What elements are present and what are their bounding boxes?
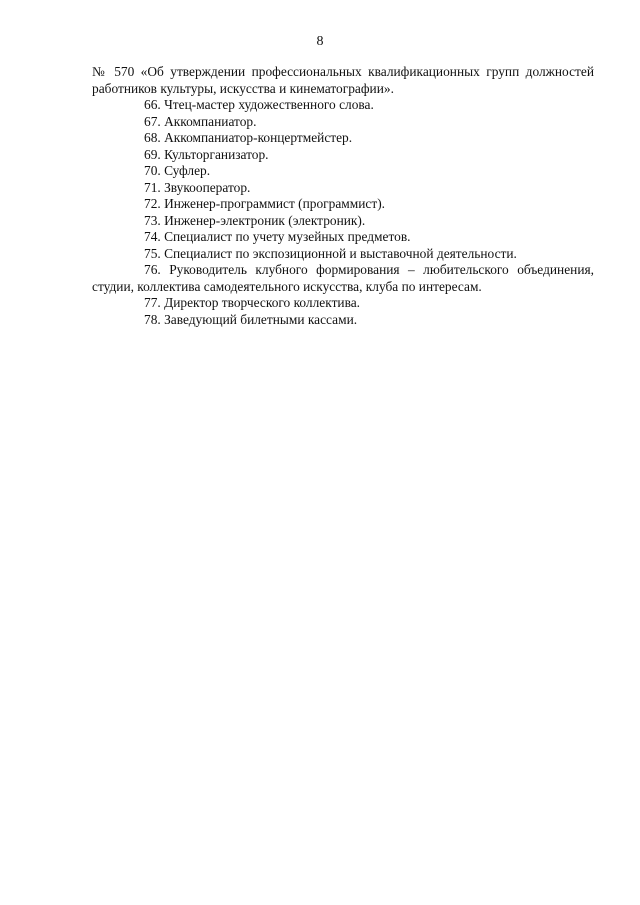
list-item-72: 72. Инженер-программист (программист).: [144, 196, 386, 211]
intro-paragraph: № 570 «Об утверждении профессиональных квалификационных групп должностей работников культуры, искусства и кинематографии».: [92, 64, 594, 96]
list-item-77: 77. Директор творческого коллектива.: [144, 295, 361, 310]
list-item-66: 66. Чтец-мастер художественного слова.: [144, 97, 374, 112]
list-item-69: 69. Культорганизатор.: [144, 146, 269, 162]
list-item-78: 78. Заведующий билетными кассами.: [144, 311, 358, 327]
list-item-68: 68. Аккомпаниатор-концертмейстер.: [144, 130, 353, 145]
list-item-70: 70. Суфлер.: [144, 163, 211, 178]
list-item-76: 76. Руководитель клубного формирования – любительского объединения, студии, коллектива самодеятельного искусства, клуба по интересам.: [92, 262, 594, 294]
list-item-67: 67. Аккомпаниатор.: [144, 113, 257, 129]
list-item-73: 73. Инженер-электроник (электроник).: [144, 212, 366, 228]
list-item-75: 75. Специалист по экспозиционной и выставочной деятельности.: [144, 245, 517, 261]
page-number: 8: [316, 34, 324, 49]
list-item-74: 74. Специалист по учету музейных предметов.: [144, 229, 411, 244]
document-body: [92, 64, 594, 328]
list-item-71: 71. Звукооператор.: [144, 179, 251, 195]
